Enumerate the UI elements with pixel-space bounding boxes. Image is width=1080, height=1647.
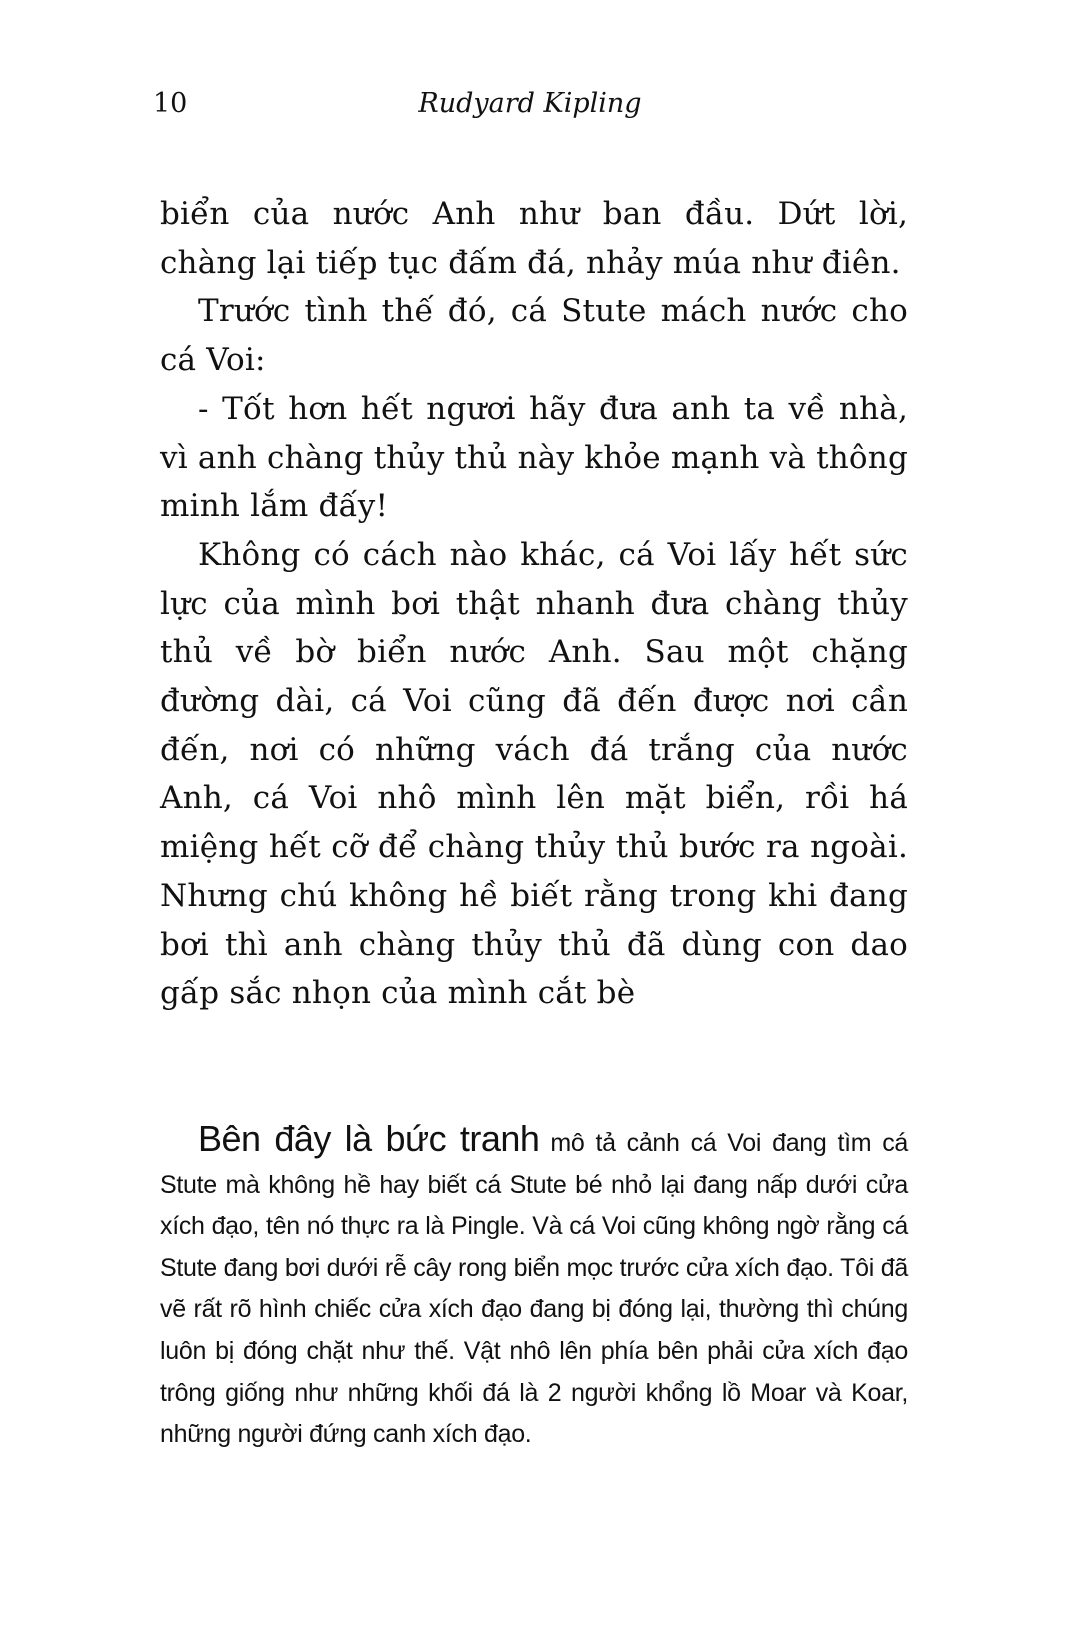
page-number: 10 xyxy=(153,88,188,119)
paragraph: biển của nước Anh như ban đầu. Dứt lời, chàng lại tiếp tục đấm đá, nhảy múa như điên. xyxy=(160,196,908,281)
paragraph: Không có cách nào khác, cá Voi lấy hết sức lực của mình bơi thật nhanh đưa chàng thủy thủ về bờ biển nước Anh. Sau một chặng đường dài, cá Voi cũng đã đến được nơi cần đến, nơi có những vách đá trắng của nước Anh, cá Voi nhô mình lên mặt biển, rồi há miệng hết cỡ để chàng thủy thủ bước ra ngoài. Nhưng chú không hề biết rằng trong khi đang bơi thì anh chàng thủy thủ đã dùng con dao gấp sắc nhọn của mình cắt bè xyxy=(160,536,908,1012)
paragraph: Trước tình thế đó, cá Stute mách nước cho cá Voi: xyxy=(160,293,908,379)
paragraph: - Tốt hơn hết ngươi hãy đưa anh ta về nhà, vì anh chàng thủy thủ này khỏe mạnh và thông minh lắm đấy! xyxy=(160,390,908,525)
caption-text: mô tả cảnh cá Voi đang tìm cá Stute mà không hề hay biết cá Stute bé nhỏ lại đang nấp dưới cửa xích đạo, tên nó thực ra là Pingle. Và cá Voi cũng không ngờ rằng cá Stute đang bơi dưới rễ cây rong biển mọc trước cửa xích đạo. Tôi đã vẽ rất rõ hình chiếc cửa xích đạo đang bị đóng lại, thường thì chúng luôn bị đóng chặt như thế. Vật nhô lên phía bên phải cửa xích đạo trông giống như những khối đá là 2 người khổng lồ Moar và Koar, những người đứng canh xích đạo. xyxy=(160,1129,908,1449)
body-text xyxy=(160,190,908,1018)
caption-lead: Bên đây là bức tranh xyxy=(198,1118,540,1159)
running-title: Rudyard Kipling xyxy=(418,88,642,119)
illustration-caption xyxy=(160,1118,908,1456)
